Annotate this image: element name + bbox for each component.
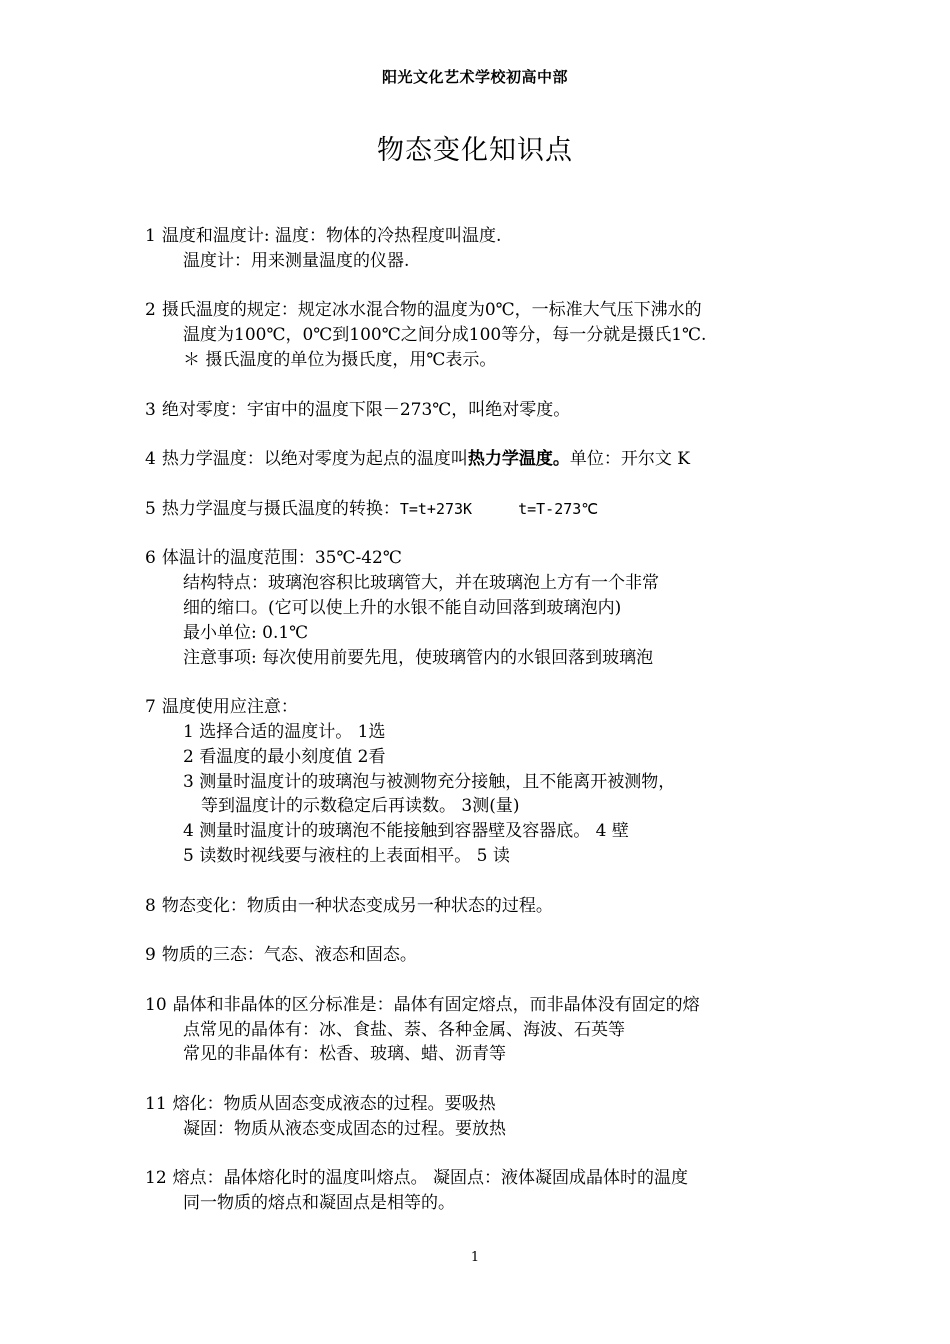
section-10 <box>145 993 805 1067</box>
paragraph-text: 常见的非晶体有：松香、玻璃、蜡、沥青等 <box>183 1044 506 1065</box>
section-number: 1 <box>145 226 156 246</box>
paragraph-text: 结构特点：玻璃泡容积比玻璃管大，并在玻璃泡上方有一个非常 <box>183 573 659 594</box>
list-item: 3 测量时温度计的玻璃泡与被测物充分接触，且不能离开被测物， <box>183 771 676 792</box>
section-8-line-1 <box>145 894 805 919</box>
section-number: 10 <box>145 994 167 1015</box>
paragraph-text: 温度为100℃，0℃到100℃之间分成100等分，每一分就是摄氏1℃. <box>183 325 707 346</box>
paragraph-text: 物态变化：物质由一种状态变成另一种状态的过程。 <box>161 895 553 916</box>
section-3 <box>145 398 805 423</box>
formula-celsius: t=T-273℃ <box>518 499 599 518</box>
section-9 <box>145 943 805 968</box>
school-header: 阳光文化艺术学校初高中部 <box>381 68 568 86</box>
paragraph-text: 熔化：物质从固态变成液态的过程。要吸热 <box>172 1093 496 1114</box>
section-9-line-1 <box>145 943 805 968</box>
list-item: 5 读数时视线要与液柱的上表面相平。 5 读 <box>183 845 510 866</box>
page-title: 物态变化知识点 <box>377 135 573 166</box>
section-3-line-1 <box>145 398 805 423</box>
section-7-line-1 <box>145 695 805 720</box>
paragraph-text: 热力学温度与摄氏温度的转换： <box>161 498 400 519</box>
paragraph-text: 细的缩口。(它可以使上升的水银不能自动回落到玻璃泡内) <box>183 597 622 618</box>
page-number: 1 <box>470 1250 480 1265</box>
section-2-line-1 <box>145 298 805 323</box>
paragraph-text: 体温计的温度范围：35℃-42℃ <box>161 548 402 569</box>
section-11 <box>145 1092 805 1142</box>
section-number: 3 <box>145 399 156 420</box>
list-item: 1 选择合适的温度计。 1选 <box>183 721 386 742</box>
formula-kelvin: T=t+273K <box>399 499 473 518</box>
section-5 <box>145 497 805 522</box>
section-6-line-1 <box>145 546 805 571</box>
paragraph-text: 最小单位: 0.1℃ <box>183 622 309 643</box>
section-2 <box>145 298 805 372</box>
paragraph-text: 物质的三态：气态、液态和固态。 <box>161 945 417 966</box>
paragraph-text: 温度和温度计: 温度：物体的冷热程度叫温度. <box>161 226 502 246</box>
paragraph-text: 凝固：物质从液态变成固态的过程。要放热 <box>183 1118 506 1139</box>
paragraph-text: 热力学温度：以绝对零度为起点的温度叫 <box>161 449 468 470</box>
section-number: 8 <box>145 895 156 916</box>
section-number: 9 <box>145 945 156 966</box>
section-1 <box>145 224 805 274</box>
section-4 <box>145 447 805 472</box>
section-number: 12 <box>145 1168 167 1189</box>
list-item: 4 测量时温度计的玻璃泡不能接触到容器壁及容器底。 4 壁 <box>183 821 629 842</box>
section-number: 7 <box>145 697 156 718</box>
list-item: 2 看温度的最小刻度值 2看 <box>183 746 386 767</box>
paragraph-text: 同一物质的熔点和凝固点是相等的。 <box>183 1193 455 1214</box>
paragraph-text: 注意事项: 每次使用前要先甩，使玻璃管内的水银回落到玻璃泡 <box>183 647 654 668</box>
paragraph-text: 单位：开尔文 K <box>569 449 690 470</box>
paragraph-text: 温度计：用来测量温度的仪器. <box>183 250 410 271</box>
bold-term: 热力学温度。 <box>467 449 570 470</box>
section-number: 5 <box>145 498 156 519</box>
section-4-line-1 <box>145 447 805 472</box>
paragraph-text: 绝对零度：宇宙中的温度下限－273℃，叫绝对零度。 <box>161 399 571 420</box>
section-number: 6 <box>145 548 156 569</box>
paragraph-text: 熔点：晶体熔化时的温度叫熔点。 凝固点：液体凝固成晶体时的温度 <box>172 1168 689 1189</box>
list-item-continuation: 等到温度计的示数稳定后再读数。 3测(量) <box>201 796 520 817</box>
section-5-line-1 <box>145 497 805 522</box>
section-1-line-1 <box>145 224 805 249</box>
paragraph-text: 晶体和非晶体的区分标准是：晶体有固定熔点，而非晶体没有固定的熔 <box>172 994 700 1015</box>
content-body <box>145 224 805 1241</box>
section-11-line-1 <box>145 1092 805 1117</box>
section-number: 4 <box>145 449 156 470</box>
section-6 <box>145 546 805 670</box>
section-10-line-1 <box>145 993 805 1018</box>
section-number: 2 <box>145 300 156 321</box>
paragraph-text: 点常见的晶体有：冰、食盐、萘、各种金属、海波、石英等 <box>183 1019 625 1040</box>
paragraph-text: 摄氏温度的规定：规定冰水混合物的温度为0℃，一标准大气压下沸水的 <box>161 300 702 321</box>
section-8 <box>145 894 805 919</box>
paragraph-text: 温度使用应注意： <box>161 697 298 718</box>
section-number: 11 <box>145 1093 167 1114</box>
section-12 <box>145 1166 805 1216</box>
section-7 <box>145 695 805 869</box>
section-12-line-1 <box>145 1166 805 1191</box>
note-text: ＊ 摄氏温度的单位为摄氏度，用℃表示。 <box>183 349 497 370</box>
